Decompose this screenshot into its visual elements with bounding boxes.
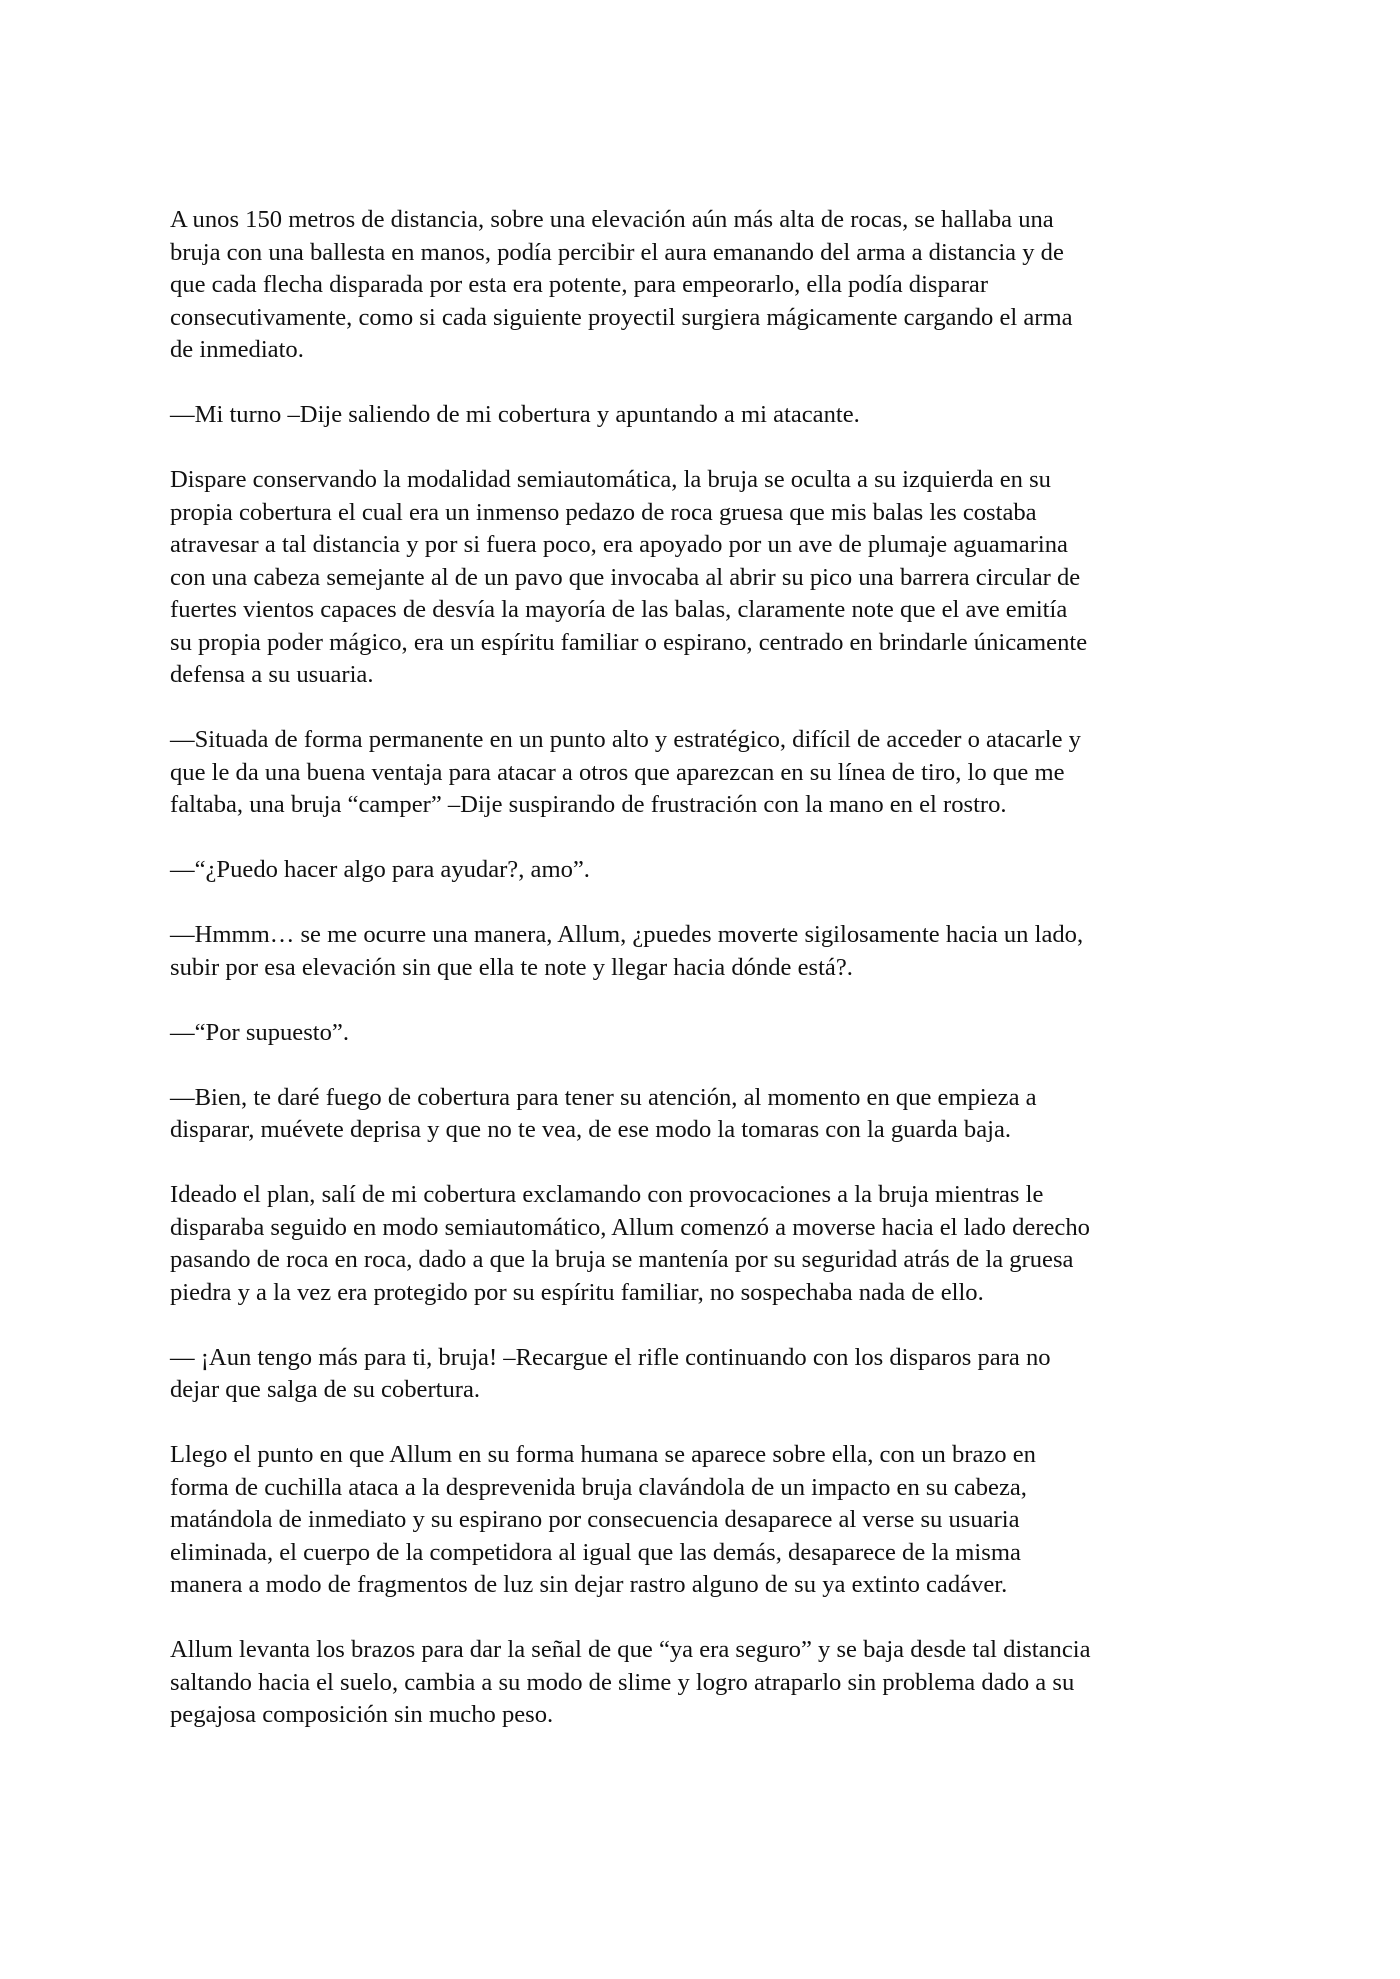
text-line: A unos 150 metros de distancia, sobre una elevación aún más alta de rocas, se hallaba una (170, 206, 1054, 233)
text-line: disparar, muévete deprisa y que no te vea, de ese modo la tomaras con la guarda baja. (170, 1116, 1012, 1143)
text-line: —Situada de forma permanente en un punto alto y estratégico, difícil de acceder o atacarle y (170, 726, 1081, 753)
text-line: — ¡Aun tengo más para ti, bruja! –Recargue el rifle continuando con los disparos para no (170, 1343, 1051, 1371)
text-line: pasando de roca en roca, dado a que la bruja se mantenía por su seguridad atrás de la gruesa (170, 1246, 1074, 1273)
paragraph (170, 919, 1250, 984)
text-line: saltando hacia el suelo, cambia a su modo de slime y logro atraparlo sin problema dado a su (170, 1668, 1075, 1696)
text-line: manera a modo de fragmentos de luz sin dejar rastro alguno de su ya extinto cadáver. (170, 1571, 1008, 1598)
paragraph (170, 1082, 1250, 1147)
text-line: —Hmmm… se me ocurre una manera, Allum, ¿puedes moverte sigilosamente hacia un lado, (170, 921, 1084, 948)
paragraph (170, 1342, 1250, 1407)
text-line: eliminada, el cuerpo de la competidora al igual que las demás, desaparece de la misma (170, 1538, 1021, 1566)
text-line: piedra y a la vez era protegido por su espíritu familiar, no sospechaba nada de ello. (170, 1278, 984, 1306)
paragraph (170, 399, 1250, 432)
paragraph (170, 204, 1250, 367)
text-line: con una cabeza semejante al de un pavo que invocaba al abrir su pico una barrera circular de (170, 563, 1081, 591)
text-line: bruja con una ballesta en manos, podía percibir el aura emanando del arma a distancia y de (170, 238, 1064, 266)
text-line: propia cobertura el cual era un inmenso pedazo de roca gruesa que mis balas les costaba (170, 498, 1037, 526)
text-line: que cada flecha disparada por esta era potente, para empeorarlo, ella podía disparar (170, 271, 989, 298)
paragraph (170, 1634, 1250, 1732)
text-line: consecutivamente, como si cada siguiente proyectil surgiera mágicamente cargando el arma (170, 303, 1073, 331)
paragraph (170, 854, 1250, 887)
text-line: Allum levanta los brazos para dar la señal de que “ya era seguro” y se baja desde tal distancia (170, 1636, 1091, 1663)
text-line: faltaba, una bruja “camper” –Dije suspirando de frustración con la mano en el rostro. (170, 791, 1007, 818)
text-line: Ideado el plan, salí de mi cobertura exclamando con provocaciones a la bruja mientras le (170, 1181, 1044, 1208)
text-line: —Bien, te daré fuego de cobertura para tener su atención, al momento en que empieza a (170, 1083, 1037, 1111)
document-body (170, 204, 1250, 1764)
text-line: subir por esa elevación sin que ella te note y llegar hacia dónde está?. (170, 953, 853, 981)
text-line: Dispare conservando la modalidad semiautomática, la bruja se oculta a su izquierda en su (170, 466, 1051, 493)
text-line: defensa a su usuaria. (170, 661, 374, 688)
text-line: de inmediato. (170, 336, 304, 363)
text-line: —“Por supuesto”. (170, 1018, 349, 1046)
text-line: forma de cuchilla ataca a la desprevenida bruja clavándola de un impacto en su cabeza, (170, 1473, 1027, 1501)
text-line: —“¿Puedo hacer algo para ayudar?, amo”. (170, 856, 590, 883)
text-line: atravesar a tal distancia y por si fuera poco, era apoyado por un ave de plumaje aguamarina (170, 531, 1068, 558)
paragraph (170, 464, 1250, 692)
text-line: pegajosa composición sin mucho peso. (170, 1701, 554, 1728)
text-line: dejar que salga de su cobertura. (170, 1376, 481, 1403)
text-line: disparaba seguido en modo semiautomático, Allum comenzó a moverse hacia el lado derecho (170, 1213, 1090, 1241)
text-line: fuertes vientos capaces de desvía la mayoría de las balas, claramente note que el ave emitía (170, 596, 1068, 623)
paragraph (170, 1439, 1250, 1602)
paragraph (170, 724, 1250, 822)
text-line: —Mi turno –Dije saliendo de mi cobertura y apuntando a mi atacante. (170, 401, 860, 428)
paragraph (170, 1179, 1250, 1309)
paragraph (170, 1017, 1250, 1050)
text-line: Llego el punto en que Allum en su forma humana se aparece sobre ella, con un brazo en (170, 1441, 1036, 1468)
text-line: matándola de inmediato y su espirano por consecuencia desaparece al verse su usuaria (170, 1506, 1020, 1533)
text-line: que le da una buena ventaja para atacar a otros que aparezcan en su línea de tiro, lo que me (170, 758, 1065, 786)
text-line: su propia poder mágico, era un espíritu familiar o espirano, centrado en brindarle únicamente (170, 628, 1088, 656)
